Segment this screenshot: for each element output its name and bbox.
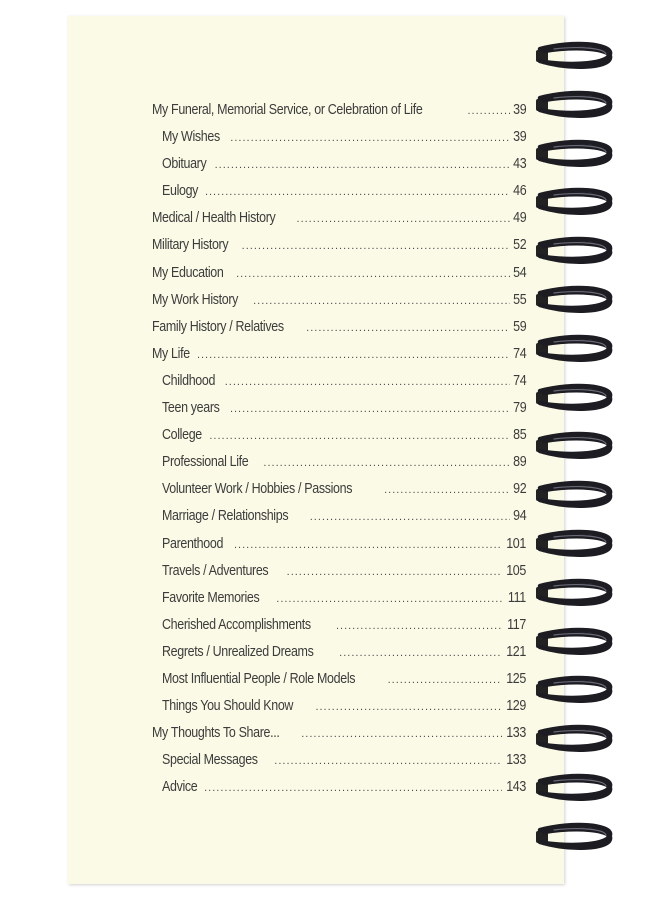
- toc-entry-page-number: 101: [506, 535, 526, 552]
- toc-entry-label: My Education: [152, 264, 224, 281]
- toc-entry-label: Teen years: [162, 400, 220, 417]
- spiral-coil-icon: [534, 186, 614, 218]
- toc-entry: [152, 292, 526, 319]
- toc-entry: [152, 617, 526, 644]
- toc-leader-dots: [234, 539, 502, 551]
- toc-entry: [152, 156, 526, 183]
- toc-entry-label: Most Influential People / Role Models: [162, 670, 356, 687]
- toc-leader-dots: [236, 268, 510, 280]
- toc-entry-page-number: 49: [512, 210, 526, 227]
- spiral-coil-icon: [534, 138, 614, 170]
- notebook-page: [68, 16, 564, 884]
- toc-leader-dots: [339, 647, 502, 659]
- toc-leader-dots: [230, 132, 509, 144]
- toc-entry: [152, 102, 526, 129]
- toc-entry: [152, 129, 526, 156]
- toc-entry-label: Family History / Relatives: [152, 318, 284, 335]
- toc-entry-label: Childhood: [162, 372, 216, 389]
- toc-leader-dots: [315, 701, 502, 713]
- toc-entry-label: My Funeral, Memorial Service, or Celebration of Life: [152, 102, 423, 118]
- toc-entry-label: Favorite Memories: [162, 589, 260, 606]
- toc-entry: [152, 536, 526, 563]
- toc-entry-page-number: 129: [506, 698, 526, 715]
- toc-entry: [152, 237, 526, 264]
- spiral-coil-icon: [534, 674, 614, 706]
- toc-entry: [152, 183, 526, 210]
- toc-leader-dots: [197, 349, 510, 361]
- toc-entry-label: My Wishes: [162, 129, 220, 146]
- toc-entry-page-number: 105: [506, 562, 526, 579]
- toc-entry-label: Medical / Health History: [152, 210, 276, 227]
- toc-entry: [152, 346, 526, 373]
- toc-leader-dots: [310, 511, 510, 523]
- toc-entry-label: My Work History: [152, 291, 239, 308]
- toc-entry: [152, 671, 526, 698]
- spiral-coil-icon: [534, 89, 614, 121]
- toc-entry-page-number: 52: [512, 237, 526, 254]
- toc-entry-label: Eulogy: [162, 183, 199, 200]
- toc-leader-dots: [253, 295, 510, 307]
- toc-entry: [152, 373, 526, 400]
- toc-entry: [152, 590, 526, 617]
- toc-entry-label: Things You Should Know: [162, 698, 294, 715]
- toc-entry-page-number: 46: [512, 183, 526, 200]
- toc-entry-page-number: 94: [512, 508, 526, 525]
- spiral-binding: [534, 40, 624, 860]
- spiral-coil-icon: [534, 626, 614, 658]
- spiral-coil-icon: [534, 577, 614, 609]
- toc-entry: [152, 563, 526, 590]
- toc-entry-page-number: 121: [506, 643, 526, 660]
- toc-entry-page-number: 125: [506, 670, 526, 687]
- toc-entry-page-number: 55: [512, 291, 526, 308]
- spiral-coil-icon: [534, 40, 614, 72]
- toc-entry-page-number: 133: [506, 725, 526, 742]
- toc-entry: [152, 752, 526, 779]
- toc-entry-label: Military History: [152, 237, 229, 254]
- toc-entry: [152, 454, 526, 481]
- spiral-coil-icon: [534, 479, 614, 511]
- toc-entry: [152, 644, 526, 671]
- toc-entry-page-number: 133: [506, 752, 526, 769]
- spiral-coil-icon: [534, 430, 614, 462]
- toc-entry-label: Marriage / Relationships: [162, 508, 289, 525]
- toc-entry-label: Advice: [162, 779, 198, 796]
- spiral-coil-icon: [534, 723, 614, 755]
- toc-entry-page-number: 59: [512, 318, 526, 335]
- toc-entry-page-number: 79: [512, 400, 526, 417]
- toc-entry: [152, 400, 526, 427]
- toc-leader-dots: [274, 755, 502, 767]
- toc-entry-label: Obituary: [162, 156, 207, 173]
- toc-entry-page-number: 143: [506, 779, 526, 796]
- toc-leader-dots: [467, 105, 509, 117]
- toc-leader-dots: [209, 430, 509, 442]
- spiral-coil-icon: [534, 821, 614, 853]
- toc-entry-page-number: 43: [512, 156, 526, 173]
- toc-leader-dots: [306, 322, 509, 334]
- toc-leader-dots: [263, 457, 509, 469]
- toc-entry: [152, 698, 526, 725]
- toc-entry: [152, 481, 526, 508]
- toc-entry-page-number: 74: [512, 372, 526, 389]
- toc-leader-dots: [297, 213, 510, 225]
- toc-leader-dots: [205, 186, 510, 198]
- toc-entry: [152, 265, 526, 292]
- spiral-coil-icon: [534, 528, 614, 560]
- toc-leader-dots: [204, 782, 502, 794]
- table-of-contents: [152, 102, 526, 806]
- toc-entry-page-number: 92: [512, 481, 526, 498]
- toc-entry-label: Travels / Adventures: [162, 562, 269, 579]
- toc-leader-dots: [301, 728, 502, 740]
- spiral-coil-icon: [534, 333, 614, 365]
- toc-entry-page-number: 54: [512, 264, 526, 281]
- toc-entry: [152, 779, 526, 806]
- toc-entry-label: Regrets / Unrealized Dreams: [162, 643, 314, 660]
- toc-entry-label: My Life: [152, 345, 190, 362]
- toc-leader-dots: [336, 620, 503, 632]
- toc-entry-label: College: [162, 427, 202, 444]
- toc-entry: [152, 210, 526, 237]
- toc-entry-label: Parenthood: [162, 535, 224, 552]
- toc-entry-label: Cherished Accomplishments: [162, 616, 311, 633]
- toc-entry-page-number: 74: [512, 345, 526, 362]
- toc-leader-dots: [388, 674, 502, 686]
- toc-leader-dots: [242, 240, 510, 252]
- toc-leader-dots: [276, 593, 504, 605]
- spiral-coil-icon: [534, 235, 614, 267]
- toc-entry-label: Volunteer Work / Hobbies / Passions: [162, 481, 353, 498]
- toc-entry-label: Professional Life: [162, 454, 249, 471]
- spiral-coil-icon: [534, 284, 614, 316]
- toc-entry-page-number: 89: [512, 454, 526, 471]
- toc-entry-page-number: 117: [507, 616, 526, 633]
- spiral-coil-icon: [534, 772, 614, 804]
- toc-entry-label: Special Messages: [162, 752, 258, 769]
- toc-leader-dots: [225, 376, 510, 388]
- toc-entry-page-number: 85: [512, 427, 526, 444]
- toc-entry: [152, 427, 526, 454]
- toc-entry: [152, 319, 526, 346]
- toc-entry: [152, 725, 526, 752]
- toc-entry-page-number: 39: [512, 102, 526, 118]
- toc-leader-dots: [230, 403, 510, 415]
- toc-leader-dots: [384, 484, 510, 496]
- toc-entry-page-number: 39: [512, 129, 526, 146]
- toc-leader-dots: [287, 566, 502, 578]
- toc-entry: [152, 508, 526, 535]
- toc-entry-page-number: 111: [508, 589, 526, 606]
- spiral-coil-icon: [534, 382, 614, 414]
- toc-entry-label: My Thoughts To Share...: [152, 725, 280, 742]
- toc-leader-dots: [215, 159, 510, 171]
